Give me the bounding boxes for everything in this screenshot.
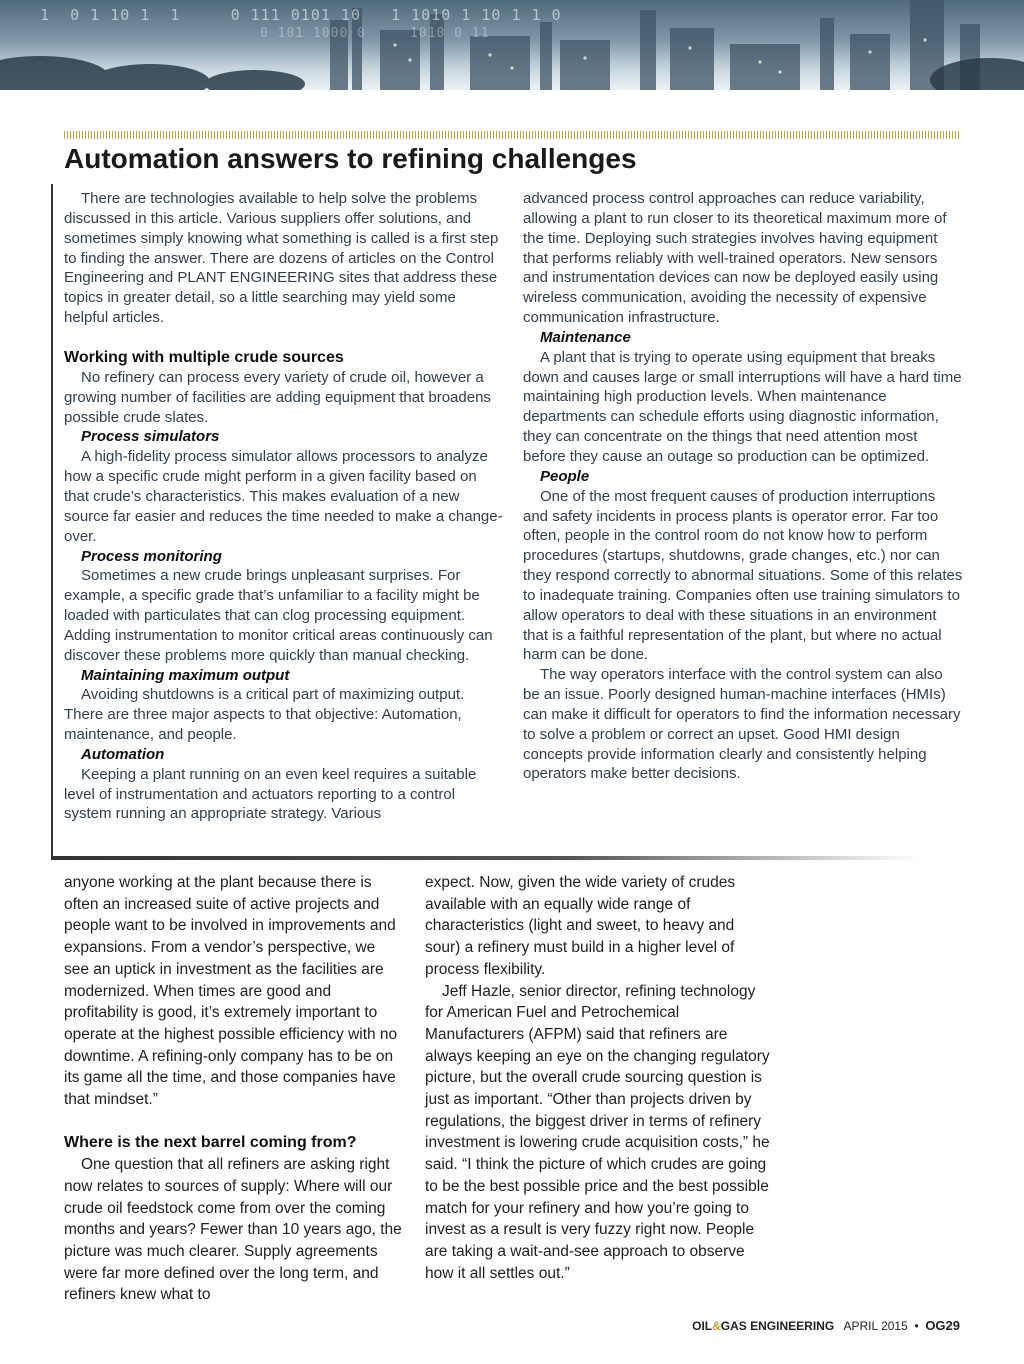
spacer (64, 1111, 404, 1133)
decorative-hatch-rule (64, 131, 960, 139)
binary-overlay-text: 1 0 1 10 1 1 0 111 0101 10 1 1010 1 10 1 1 0 (40, 6, 562, 24)
subsection-heading: Process simulators (81, 428, 220, 446)
subsection-heading: Process monitoring (81, 547, 222, 565)
paragraph: advanced process control approaches can reduce variability, allowing a plant to run closer to its theoretical maximum more of the time. Deploying such strategies involves having equipment that performs reliably with well-trained operators. New sensors and instrumentation devices can now be deployed easily using wireless communication, avoiding the necessity of expensive communication infrastructure. (523, 190, 947, 327)
paragraph: No refinery can process every variety of crude oil, however a growing number of facilities are adding equipment that broadens possible crude slates. (64, 368, 491, 426)
header-banner-image (0, 0, 1024, 90)
section-heading: Where is the next barrel coming from? (64, 1134, 357, 1152)
sidebar-left-border (51, 184, 53, 858)
paragraph: Sometimes a new crude brings unpleasant surprises. For example, a specific grade that’s unfamiliar to a facility might be loaded with particulates that can clog processing equipment. Adding instrumentation to monitor critical areas continuously can discover these problems more quickly than manual checking. (64, 567, 493, 664)
spacer (64, 328, 504, 348)
sidebar-column-right (523, 189, 963, 784)
page-number: OG29 (925, 1318, 960, 1333)
subsection-heading: Maintaining maximum output (81, 666, 290, 684)
paragraph: A high-fidelity process simulator allows processors to analyze how a specific crude might perform in a given facility based on that crude’s characteristics. This makes evaluation of a new source far easier and reduces the time needed to make a change-over. (64, 448, 503, 545)
paragraph: One question that all refiners are asking right now relates to sources of supply: Where will our crude oil feedstock come from over the coming months and years? Fewer than 10 years ago, the picture was much clearer. Supply agreements were far more defined over the long term, and refiners knew what to (64, 1156, 402, 1304)
paragraph: There are technologies available to help solve the problems discussed in this article. Various suppliers offer solutions, and sometimes simply knowing what something is called is a first step to finding the answer. There are dozens of articles on the Control Engineering and PLANT ENGINEERING sites that address these topics in greater detail, so a little searching may yield some helpful articles. (64, 190, 499, 327)
paragraph: Avoiding shutdowns is a critical part of maximizing output. There are three major aspects to that objective: Automation, maintenance, and people. (64, 686, 465, 744)
footer-separator: • (914, 1319, 919, 1333)
subsection-heading: Maintenance (540, 328, 631, 346)
paragraph: Jeff Hazle, senior director, refining technology for American Fuel and Petrochemical Manufacturers (AFPM) said that refiners are always keeping an eye on the changing regulatory picture, but the overall crude sourcing question is just as important. “Other than projects driven by regulations, the biggest driver in terms of refinery investment is lowering crude acquisition costs,” he said. “I think the picture of which crudes are going to be the best possible price and the best possible match for your refinery and how you’re going to invest as a result is very fuzzy right now. People are taking a wait-and-see approach to observe how it all settles out.” (425, 982, 770, 1282)
binary-overlay-text-secondary: 0 101 1000 0 1010 0 11 (260, 26, 490, 41)
section-heading: Working with multiple crude sources (64, 348, 344, 366)
article-column-left (64, 872, 404, 1306)
sidebar-bottom-border (51, 856, 919, 860)
article-column-right (425, 872, 770, 1284)
sidebar-column-left (64, 189, 504, 824)
paragraph: One of the most frequent causes of production interruptions and safety incidents in process plants is operator error. Far too often, people in the control room do not know how to perform procedures (startups, shutdowns, grade changes, etc.) nor can they respond correctly to abnormal situations. Some of this relates to inadequate training. Companies often use training simulators to allow operators to deal with these situations in an environment that is a faithful representation of the plant, but where no actual harm can be done. (523, 487, 963, 664)
subsection-heading: Automation (81, 745, 165, 763)
paragraph: The way operators interface with the control system can also be an issue. Poorly designed human-machine interfaces (HMIs) can make it difficult for operators to find the information necessary to solve a problem or correct an upset. Good HMI design concepts provide information clearly and consistently helping operators make better decisions. (523, 666, 961, 783)
paragraph: anyone working at the plant because there is often an increased suite of active projects and people want to be involved in improvements and expansions. From a vendor’s perspective, we see an uptick in investment as the facilities are modernized. When times are good and profitability is good, it’s extremely important to operate at the highest possible efficiency with no downtime. A refining-only company has to be on its game all the time, and those companies have that mindset.” (64, 874, 398, 1109)
magazine-name: OIL&GAS ENGINEERING (692, 1319, 835, 1333)
issue-date: APRIL 2015 (843, 1319, 908, 1333)
subsection-heading: People (540, 467, 590, 485)
paragraph: Keeping a plant running on an even keel requires a suitable level of instrumentation and actuators reporting to a control system running an appropriate strategy. Various (64, 765, 477, 823)
paragraph: A plant that is trying to operate using equipment that breaks down and causes large or small interruptions will have a hard time maintaining high production levels. When maintenance departments can schedule efforts using diagnostic information, they can concentrate on the things that need attention most before they cause an outage so production can be optimized. (523, 348, 962, 465)
paragraph: expect. Now, given the wide variety of crudes available with an equally wide range of characteristics (light and sweet, to heavy and sour) a refinery must build in a higher level of process flexibility. (425, 874, 736, 978)
page-footer (692, 1318, 960, 1333)
sidebar-title: Automation answers to refining challenges (64, 143, 637, 174)
